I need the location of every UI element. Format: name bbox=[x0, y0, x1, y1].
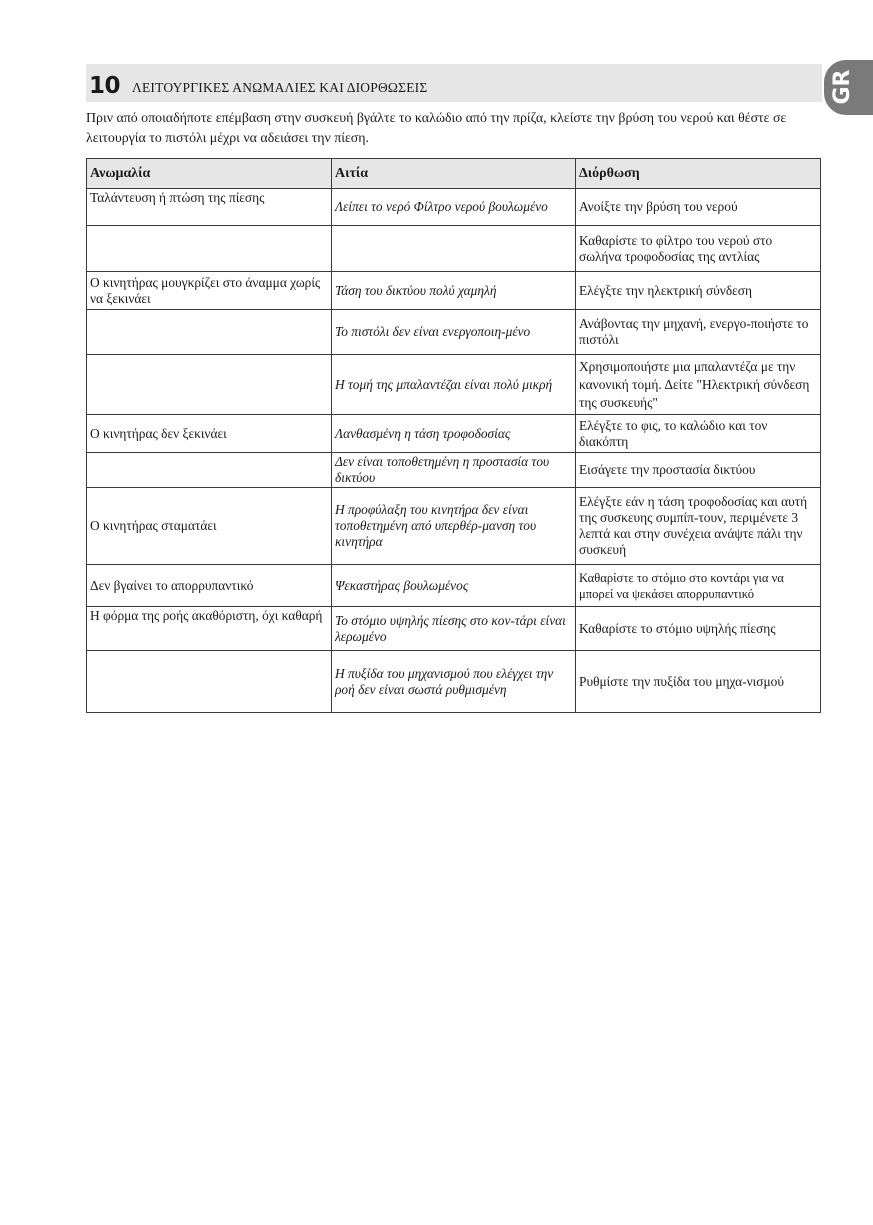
fix-cell: Ελέγξτε εάν η τάση τροφοδοσίας και αυτή της συσκευης συμπίπ-τουν, περιμένετε 3 λεπτά και στην συνέχεια ανάψτε πάλι την συσκευή bbox=[576, 488, 821, 565]
header-anomaly: Ανωμαλία bbox=[87, 159, 332, 189]
anomaly-cell bbox=[87, 453, 332, 488]
table-row bbox=[87, 565, 821, 607]
fix-cell: Χρησιμοποιήστε μια μπαλαντέζα με την κανονική τομή. Δείτε "Ηλεκτρική σύνδεση της συσκευής" bbox=[576, 355, 821, 415]
cause-cell: Λείπει το νερό Φίλτρο νερού βουλωμένο bbox=[332, 189, 576, 226]
fix-cell: Ελέγξτε το φις, το καλώδιο και τον διακόπτη bbox=[576, 415, 821, 453]
cause-cell: Ψεκαστήρας βουλωμένος bbox=[332, 565, 576, 607]
language-tab-label: GR bbox=[830, 69, 855, 105]
table-row bbox=[87, 310, 821, 355]
anomaly-cell: Ταλάντευση ή πτώση της πίεσης bbox=[87, 189, 332, 226]
cause-cell: Το πιστόλι δεν είναι ενεργοποιη-μένο bbox=[332, 310, 576, 355]
cause-cell: Η τομή της μπαλαντέζαι είναι πολύ μικρή bbox=[332, 355, 576, 415]
fix-cell: Ρυθμίστε την πυξίδα του μηχα-νισμού bbox=[576, 651, 821, 713]
header-cause: Αιτία bbox=[332, 159, 576, 189]
anomaly-cell: Η φόρμα της ροής ακαθόριστη, όχι καθαρή bbox=[87, 607, 332, 651]
section-number: 10 bbox=[89, 73, 121, 99]
anomaly-cell: Ο κινητήρας σταματάει bbox=[87, 488, 332, 565]
troubleshooting-table bbox=[86, 158, 821, 713]
fix-cell: Καθαρίστε το στόμιο στο κοντάρι για να μπορεί να ψεκάσει απορρυπαντικό bbox=[576, 565, 821, 607]
anomaly-cell: Ο κινητήρας δεν ξεκινάει bbox=[87, 415, 332, 453]
cause-cell: Λανθασμένη η τάση τροφοδοσίας bbox=[332, 415, 576, 453]
table-row bbox=[87, 651, 821, 713]
fix-cell: Ανάβοντας την μηχανή, ενεργο-ποιήστε το πιστόλι bbox=[576, 310, 821, 355]
anomaly-cell: Δεν βγαίνει το απορρυπαντικό bbox=[87, 565, 332, 607]
anomaly-cell bbox=[87, 651, 332, 713]
header-fix: Διόρθωση bbox=[576, 159, 821, 189]
table-row bbox=[87, 226, 821, 272]
fix-cell: Εισάγετε την προστασία δικτύου bbox=[576, 453, 821, 488]
cause-cell: Το στόμιο υψηλής πίεσης στο κον-τάρι είναι λερωμένο bbox=[332, 607, 576, 651]
cause-cell: Τάση του δικτύου πολύ χαμηλή bbox=[332, 272, 576, 310]
cause-cell: Δεν είναι τοποθετημένη η προστασία του δικτύου bbox=[332, 453, 576, 488]
fix-cell: Ανοίξτε την βρύση του νερού bbox=[576, 189, 821, 226]
cause-cell bbox=[332, 226, 576, 272]
table-row bbox=[87, 189, 821, 226]
anomaly-cell bbox=[87, 355, 332, 415]
table-header-row bbox=[87, 159, 821, 189]
table-row bbox=[87, 488, 821, 565]
table-row bbox=[87, 272, 821, 310]
cause-cell: Η προφύλαξη του κινητήρα δεν είναι τοποθετημένη από υπερθέρ-μανση του κινητήρα bbox=[332, 488, 576, 565]
table-row bbox=[87, 607, 821, 651]
table-row bbox=[87, 415, 821, 453]
fix-cell: Καθαρίστε το φίλτρο του νερού στο σωλήνα τροφοδοσίας της αντλίας bbox=[576, 226, 821, 272]
anomaly-cell bbox=[87, 226, 332, 272]
fix-cell: Καθαρίστε το στόμιο υψηλής πίεσης bbox=[576, 607, 821, 651]
anomaly-cell: Ο κινητήρας μουγκρίζει στο άναμμα χωρίς να ξεκινάει bbox=[87, 272, 332, 310]
cause-cell: Η πυξίδα του μηχανισμού που ελέγχει την ροή δεν είναι σωστά ρυθμισμένη bbox=[332, 651, 576, 713]
anomaly-cell bbox=[87, 310, 332, 355]
table-row bbox=[87, 355, 821, 415]
table-row bbox=[87, 453, 821, 488]
fix-cell: Ελέγξτε την ηλεκτρική σύνδεση bbox=[576, 272, 821, 310]
intro-paragraph: Πριν από οποιαδήποτε επέμβαση στην συσκευή βγάλτε το καλώδιο από την πρίζα, κλείστε την βρύση του νερού και θέστε σε λειτουργία το πιστόλι μέχρι να αδειάσει την πίεση. bbox=[86, 111, 787, 146]
section-title: ΛΕΙΤΟΥΡΓΙΚΕΣ ΑΝΩΜΑΛΙΕΣ ΚΑΙ ΔΙΟΡΘΩΣΕΙΣ bbox=[132, 80, 428, 95]
